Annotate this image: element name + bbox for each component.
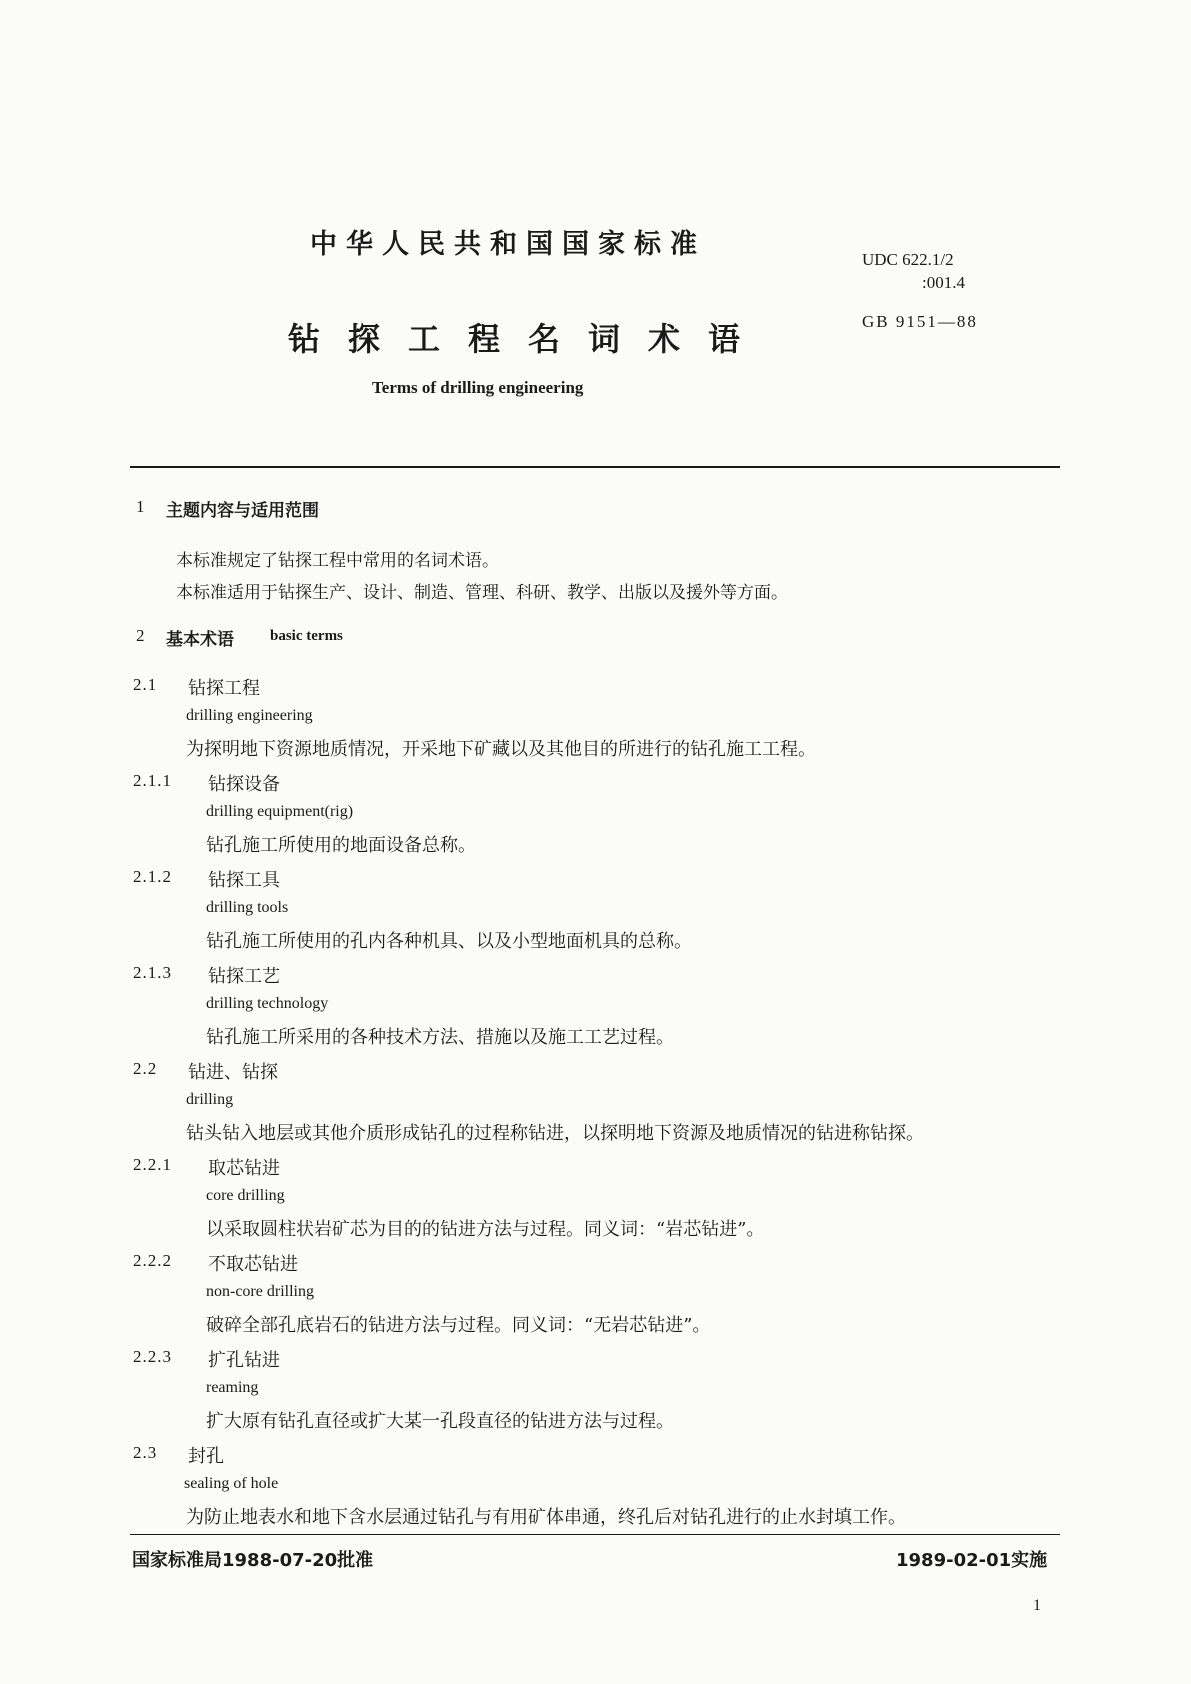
term-chinese: 取芯钻进 [208, 1158, 280, 1179]
term-chinese: 钻探工程 [188, 678, 260, 699]
section1-number: 1 [136, 497, 145, 516]
page-number: 1 [1033, 1597, 1041, 1614]
term-english: drilling technology [206, 995, 329, 1012]
gb-code: GB 9151—88 [862, 312, 978, 331]
term-english: non-core drilling [206, 1283, 314, 1300]
term-definition: 钻孔施工所使用的地面设备总称。 [206, 835, 476, 856]
term-definition: 钻孔施工所采用的各种技术方法、措施以及施工工艺过程。 [206, 1027, 674, 1048]
udc-code-line1: UDC 622.1/2 [862, 250, 954, 269]
term-number: 2.2.2 [133, 1251, 172, 1270]
section1-title: 主题内容与适用范围 [166, 501, 319, 521]
implementation-date: 1989-02-01实施 [896, 1550, 1048, 1571]
section2-number: 2 [136, 626, 145, 645]
term-number: 2.1 [133, 675, 158, 694]
term-english: drilling [186, 1091, 234, 1108]
term-english: drilling engineering [186, 707, 313, 724]
section1-paragraph: 本标准规定了钻探工程中常用的名词术语。 [176, 551, 499, 571]
term-english: drilling tools [206, 899, 289, 916]
bottom-divider [130, 1534, 1060, 1535]
term-chinese: 扩孔钻进 [208, 1350, 280, 1371]
udc-code-line2: :001.4 [922, 273, 965, 292]
term-number: 2.2.3 [133, 1347, 172, 1366]
term-number: 2.1.1 [133, 771, 172, 790]
term-definition: 为防止地表水和地下含水层通过钻孔与有用矿体串通，终孔后对钻孔进行的止水封填工作。 [186, 1507, 906, 1528]
term-number: 2.3 [133, 1443, 158, 1462]
national-standard-heading: 中华人民共和国国家标准 [310, 229, 706, 260]
section1-paragraph: 本标准适用于钻探生产、设计、制造、管理、科研、教学、出版以及援外等方面。 [176, 583, 788, 603]
term-definition: 钻头钻入地层或其他介质形成钻孔的过程称钻进，以探明地下资源及地质情况的钻进称钻探。 [186, 1123, 924, 1144]
term-chinese: 钻进、钻探 [188, 1062, 278, 1083]
term-chinese: 钻探工具 [208, 870, 280, 891]
term-definition: 以采取圆柱状岩矿芯为目的的钻进方法与过程。同义词：“岩芯钻进”。 [206, 1219, 765, 1240]
term-chinese: 钻探设备 [208, 774, 280, 795]
term-definition: 钻孔施工所使用的孔内各种机具、以及小型地面机具的总称。 [206, 931, 692, 952]
approval-date: 国家标准局1988-07-20批准 [132, 1550, 374, 1571]
term-definition: 扩大原有钻孔直径或扩大某一孔段直径的钻进方法与过程。 [206, 1411, 674, 1432]
top-divider [130, 466, 1060, 468]
term-number: 2.1.3 [133, 963, 172, 982]
term-chinese: 不取芯钻进 [208, 1254, 298, 1275]
term-english: drilling equipment(rig) [206, 803, 354, 820]
term-english: reaming [206, 1379, 259, 1396]
term-number: 2.2.1 [133, 1155, 172, 1174]
term-english: core drilling [206, 1187, 285, 1204]
term-chinese: 钻探工艺 [208, 966, 280, 987]
term-definition: 破碎全部孔底岩石的钻进方法与过程。同义词：“无岩芯钻进”。 [206, 1315, 711, 1336]
term-number: 2.1.2 [133, 867, 172, 886]
section2-title-english: basic terms [270, 628, 343, 644]
term-number: 2.2 [133, 1059, 158, 1078]
term-english: sealing of hole [184, 1475, 279, 1492]
term-chinese: 封孔 [188, 1446, 224, 1467]
term-definition: 为探明地下资源地质情况，开采地下矿藏以及其他目的所进行的钻孔施工工程。 [186, 739, 816, 760]
document-title: 钻探工程名词术语 [288, 320, 769, 358]
document-title-english: Terms of drilling engineering [372, 378, 584, 397]
section2-title: 基本术语 [166, 630, 234, 650]
